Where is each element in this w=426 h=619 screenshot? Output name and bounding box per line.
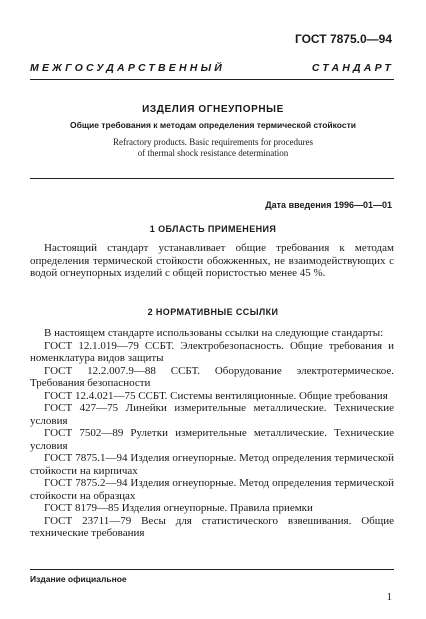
title-divider <box>30 178 394 179</box>
reference-paragraph: В настоящем стандарте использованы ссылки на следующие стандарты: <box>44 327 384 339</box>
page-number: 1 <box>386 591 392 603</box>
edition-label: Издание официальное <box>30 574 127 584</box>
standard-id: ГОСТ 7875.0—94 <box>294 32 392 46</box>
banner <box>30 62 394 74</box>
reference-paragraph: ГОСТ 8179—85 Изделия огнеупорные. Правила приемки <box>44 502 313 514</box>
reference-paragraph: ГОСТ 7875.2—94 Изделия огнеупорные. Метод определения термической стойкости на образцах <box>30 477 394 502</box>
introduction-date: Дата введения 1996—01—01 <box>265 200 392 210</box>
section-1-heading: 1 ОБЛАСТЬ ПРИМЕНЕНИЯ <box>149 224 277 234</box>
english-title-line-2: of thermal shock resistance determination <box>137 148 289 158</box>
document-title: ИЗДЕЛИЯ ОГНЕУПОРНЫЕ <box>142 104 284 115</box>
reference-paragraph: ГОСТ 23711—79 Весы для статистического взвешивания. Общие технические требования <box>30 514 394 539</box>
english-title-line-1: Refractory products. Basic requirements for procedures <box>113 137 313 147</box>
section-2-references <box>30 327 394 540</box>
reference-paragraph: ГОСТ 7502—89 Рулетки измерительные металлические. Технические условия <box>30 427 394 452</box>
document-subtitle: Общие требования к методам определения термической стойкости <box>70 120 356 130</box>
reference-paragraph: ГОСТ 7875.1—94 Изделия огнеупорные. Метод определения термической стойкости на кирпичах <box>30 452 394 477</box>
english-title <box>0 137 426 159</box>
reference-paragraph: ГОСТ 12.1.019—79 ССБТ. Электробезопасность. Общие требования и номенклатура видов защиты <box>30 339 394 364</box>
reference-paragraph: ГОСТ 12.2.007.9—88 ССБТ. Оборудование электротермическое. Требования безопасности <box>30 364 394 389</box>
footer-divider <box>30 569 394 570</box>
section-2-heading: 2 НОРМАТИВНЫЕ ССЫЛКИ <box>147 307 279 317</box>
reference-paragraph: ГОСТ 427—75 Линейки измерительные металлические. Технические условия <box>30 402 394 427</box>
reference-paragraph: ГОСТ 12.4.021—75 ССБТ. Системы вентиляционные. Общие требования <box>44 389 388 402</box>
section-1-text: Настоящий стандарт устанавливает общие требования к методам определения термической стойкости обожженных, не взаимодействующих с водой огнеупорных изделий с общей пористостью менее 45 %. <box>30 242 394 279</box>
banner-rule <box>30 79 394 80</box>
banner-right: СТАНДАРТ <box>311 62 394 74</box>
banner-left: МЕЖГОСУДАРСТВЕННЫЙ <box>30 62 226 74</box>
